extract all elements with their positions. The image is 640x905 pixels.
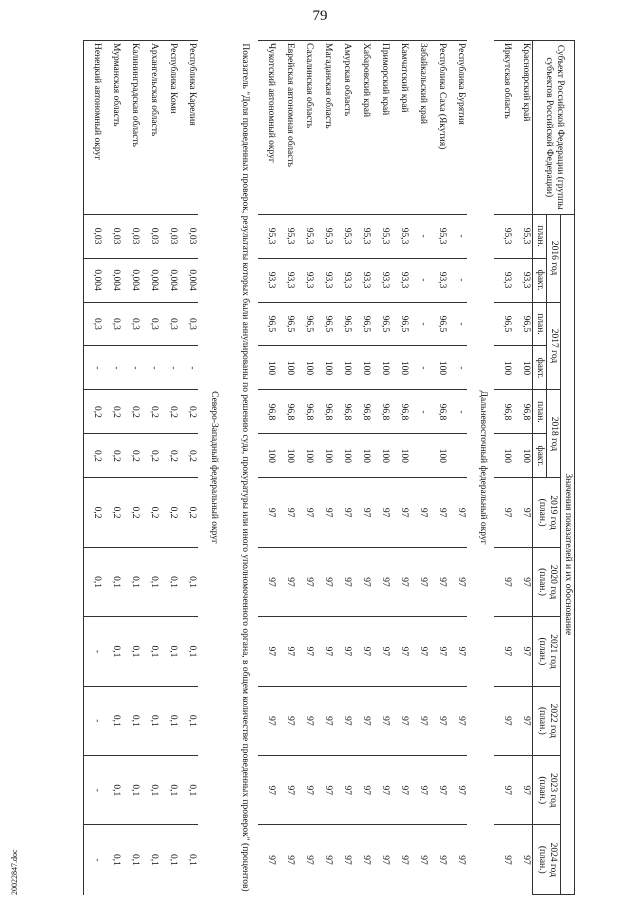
value-cell: 97 [513,617,533,686]
value-cell: 97 [296,617,315,686]
subject-cell: Забайкальский край [410,41,429,215]
value-cell: 97 [494,686,513,755]
subject-cell: Сахалинская область [296,41,315,215]
value-cell: 0,1 [141,825,160,895]
value-cell: 0,2 [160,478,179,547]
value-cell: 97 [334,825,353,895]
value-cell: 97 [448,617,467,686]
value-cell: 96,5 [391,302,410,346]
value-cell: 97 [315,756,334,825]
value-cell: 97 [277,547,296,616]
subject-cell: Республика Коми [160,41,179,215]
value-cell: 97 [372,478,391,547]
value-cell: 96,8 [391,390,410,434]
value-cell: 96,8 [277,390,296,434]
value-cell: 97 [315,617,334,686]
value-cell: 100 [296,346,315,390]
table-row [315,41,334,895]
value-cell: 97 [296,686,315,755]
value-cell: 97 [429,756,448,825]
indicators-table [83,40,575,895]
value-cell: 0,3 [103,302,122,346]
header-2022: 2022 год (план.) [533,686,561,755]
value-cell: 97 [315,686,334,755]
subject-cell: Камчатский край [391,41,410,215]
value-cell: 97 [448,478,467,547]
value-cell: 0,2 [160,390,179,434]
value-cell: 0,2 [122,390,141,434]
value-cell: 0,2 [179,390,198,434]
value-cell: - [84,617,104,686]
value-cell: 93,3 [277,258,296,302]
value-cell: 0,03 [122,214,141,258]
header-subject: Субъект Российской Федерации (группы субъектов Российской Федерации) [533,41,575,215]
value-cell: 100 [296,434,315,478]
table-row [410,41,429,895]
value-cell: - [410,390,429,434]
value-cell: 95,3 [296,214,315,258]
value-cell: 0,2 [179,434,198,478]
header-plan: план. [533,390,547,434]
subject-cell: Архангельская область [141,41,160,215]
value-cell: - [448,346,467,390]
value-cell: 97 [391,825,410,895]
value-cell: 97 [494,547,513,616]
value-cell: 97 [315,478,334,547]
value-cell: 93,3 [353,258,372,302]
value-cell: 0,1 [103,756,122,825]
value-cell: 96,5 [513,302,533,346]
value-cell: 93,3 [334,258,353,302]
value-cell: - [410,258,429,302]
value-cell: 97 [448,686,467,755]
header-2023: 2023 год (план.) [533,756,561,825]
value-cell: 97 [391,478,410,547]
value-cell: 100 [391,434,410,478]
subject-cell: Иркутская область [494,41,513,215]
value-cell: 97 [334,686,353,755]
value-cell: 0,1 [160,825,179,895]
value-cell: 100 [429,434,448,478]
value-cell: 93,3 [494,258,513,302]
value-cell: 96,8 [353,390,372,434]
value-cell: 97 [334,547,353,616]
value-cell: 100 [277,434,296,478]
value-cell: 0,004 [179,258,198,302]
table-row [258,41,277,895]
subject-cell: Магаданская область [315,41,334,215]
value-cell: 97 [391,547,410,616]
table-row [179,41,198,895]
value-cell: - [122,346,141,390]
value-cell: - [448,302,467,346]
value-cell: 0,03 [103,214,122,258]
value-cell: 95,3 [494,214,513,258]
value-cell: - [84,686,104,755]
value-cell: 97 [429,686,448,755]
value-cell: 97 [296,825,315,895]
value-cell: 0,004 [103,258,122,302]
value-cell: 96,5 [258,302,277,346]
value-cell: 97 [315,547,334,616]
value-cell: 0,2 [84,390,104,434]
value-cell: 96,8 [372,390,391,434]
value-cell: 0,1 [122,617,141,686]
value-cell: 0,1 [141,686,160,755]
value-cell: 97 [372,547,391,616]
value-cell: 96,5 [372,302,391,346]
subject-cell: Республика Карелия [179,41,198,215]
value-cell: 93,3 [258,258,277,302]
value-cell: 95,3 [353,214,372,258]
subject-cell: Чукотский автономный округ [258,41,277,215]
value-cell: 0,2 [122,478,141,547]
value-cell: 95,3 [513,214,533,258]
value-cell: 0,2 [141,390,160,434]
header-fact: факт. [533,434,547,478]
value-cell: 100 [334,434,353,478]
value-cell: 0,2 [103,390,122,434]
value-cell: 97 [258,617,277,686]
value-cell: 100 [277,346,296,390]
value-cell [410,434,429,478]
value-cell: - [448,214,467,258]
subject-cell: Республика Саха (Якутия) [429,41,448,215]
value-cell: 96,8 [315,390,334,434]
value-cell: 0,1 [103,825,122,895]
doc-footer [10,849,70,895]
value-cell: - [448,258,467,302]
value-cell: - [103,346,122,390]
value-cell: 96,5 [494,302,513,346]
value-cell: 0,03 [141,214,160,258]
header-2024: 2024 год (план.) [533,825,561,895]
table-row [372,41,391,895]
value-cell: 97 [429,547,448,616]
value-cell: 100 [513,434,533,478]
value-cell: 96,5 [353,302,372,346]
value-cell: 96,8 [429,390,448,434]
header-2021: 2021 год (план.) [533,617,561,686]
value-cell: 0,1 [122,825,141,895]
table-row [141,41,160,895]
value-cell: - [448,390,467,434]
section-title-north-west: Северо-Западный федеральный округ [209,391,220,544]
value-cell: 97 [277,478,296,547]
value-cell: 96,8 [258,390,277,434]
value-cell: 95,3 [277,214,296,258]
value-cell: 100 [258,434,277,478]
header-plan: план. [533,214,547,258]
table-row [513,41,533,895]
value-cell: 97 [429,617,448,686]
value-cell: 97 [513,686,533,755]
value-cell: 0,004 [84,258,104,302]
value-cell: 0,2 [179,478,198,547]
table-row [494,41,513,895]
value-cell: 0,1 [84,547,104,616]
value-cell: 97 [353,617,372,686]
value-cell: 100 [353,434,372,478]
value-cell: 95,3 [429,214,448,258]
header-fact: факт. [533,346,547,390]
value-cell: 100 [258,346,277,390]
table-row [429,41,448,895]
value-cell: - [84,346,104,390]
value-cell: 0,1 [179,547,198,616]
value-cell: - [410,346,429,390]
section-row [198,41,225,895]
value-cell: - [179,346,198,390]
value-cell: 0,2 [84,478,104,547]
value-cell: 97 [410,547,429,616]
value-cell: 97 [296,756,315,825]
value-cell: 100 [372,346,391,390]
value-cell: 100 [494,346,513,390]
value-cell: 97 [258,478,277,547]
value-cell: 97 [296,547,315,616]
table-row [334,41,353,895]
value-cell: 0,1 [160,617,179,686]
value-cell: 95,3 [258,214,277,258]
value-cell: 97 [513,756,533,825]
rotated-table-sheet [85,20,585,892]
value-cell: 97 [391,756,410,825]
value-cell: 93,3 [315,258,334,302]
value-cell: 95,3 [372,214,391,258]
value-cell: 96,5 [429,302,448,346]
value-cell: 97 [410,686,429,755]
value-cell: 96,8 [296,390,315,434]
header-fact: факт. [533,258,547,302]
value-cell: 97 [277,825,296,895]
value-cell: 0,1 [141,547,160,616]
value-cell: 97 [494,825,513,895]
table-row [277,41,296,895]
value-cell: 97 [353,825,372,895]
section-row [467,41,494,895]
value-cell: 100 [391,346,410,390]
value-cell: 97 [429,478,448,547]
value-cell: 100 [315,434,334,478]
value-cell: 0,1 [122,686,141,755]
value-cell: 97 [334,478,353,547]
header-2017: 2017 год [547,302,561,390]
subject-cell: Красноярский край [513,41,533,215]
value-cell: 93,3 [429,258,448,302]
value-cell: 0,2 [160,434,179,478]
value-cell: 97 [410,825,429,895]
value-cell: 0,2 [141,434,160,478]
value-cell: 93,3 [391,258,410,302]
header-2018: 2018 год [547,390,561,478]
value-cell: 0,2 [122,434,141,478]
value-cell: 0,1 [179,617,198,686]
value-cell: 97 [513,478,533,547]
subject-cell: Калининградская область [122,41,141,215]
value-cell: 0,3 [122,302,141,346]
table-row [391,41,410,895]
value-cell: 97 [448,825,467,895]
value-cell: 97 [258,756,277,825]
value-cell: 0,1 [103,617,122,686]
value-cell: 97 [296,478,315,547]
value-cell: 96,8 [334,390,353,434]
section-title-far-east: Дальневосточный федеральный округ [478,390,489,545]
value-cell: 97 [391,686,410,755]
value-cell: 97 [410,617,429,686]
value-cell: 0,03 [179,214,198,258]
subject-cell: Республика Бурятия [448,41,467,215]
value-cell: 97 [448,756,467,825]
value-cell: 97 [513,825,533,895]
value-cell: 97 [353,686,372,755]
value-cell: 0,004 [122,258,141,302]
value-cell: 97 [372,756,391,825]
subject-cell: Хабаровский край [353,41,372,215]
value-cell: 97 [372,825,391,895]
header-2016: 2016 год [547,214,561,302]
subject-cell: Приморский край [372,41,391,215]
value-cell: 0,004 [160,258,179,302]
value-cell: 93,3 [372,258,391,302]
value-cell: 97 [494,617,513,686]
value-cell: 0,2 [103,434,122,478]
value-cell: 0,1 [122,756,141,825]
table-row [353,41,372,895]
header-plan: план. [533,302,547,346]
value-cell: 0,3 [84,302,104,346]
value-cell: 97 [277,756,296,825]
value-cell: 0,1 [179,686,198,755]
table-row [296,41,315,895]
value-cell: 96,5 [315,302,334,346]
value-cell: 0,1 [179,756,198,825]
value-cell: 97 [258,825,277,895]
value-cell: 97 [372,617,391,686]
value-cell: 0,2 [84,434,104,478]
value-cell: 0,3 [141,302,160,346]
value-cell: - [160,346,179,390]
value-cell: 96,8 [494,390,513,434]
value-cell: 93,3 [513,258,533,302]
value-cell: 100 [334,346,353,390]
value-cell: 97 [277,617,296,686]
value-cell: 97 [372,686,391,755]
value-cell: 96,5 [334,302,353,346]
value-cell: 97 [391,617,410,686]
value-cell: 95,3 [334,214,353,258]
value-cell: 100 [494,434,513,478]
value-cell: 0,1 [160,686,179,755]
header-2020: 2020 год (план.) [533,547,561,616]
table-body [84,41,533,895]
subject-cell: Еврейская автономная область [277,41,296,215]
value-cell: 0,3 [179,302,198,346]
value-cell: 0,1 [179,825,198,895]
value-cell: - [84,825,104,895]
table-row [122,41,141,895]
value-cell: 0,2 [141,478,160,547]
value-cell: 0,1 [141,617,160,686]
value-cell: 95,3 [391,214,410,258]
value-cell: 0,03 [84,214,104,258]
table-row [448,41,467,895]
value-cell: 97 [410,756,429,825]
indicator-note: Показатель "Доля проведенных проверок, результаты которых были аннулированы по решению суда, прокуратуры или иного уполномоченного органа, в общем количестве проведенных проверок" (процентов) [240,43,251,892]
value-cell: 0,1 [141,756,160,825]
value-cell: 95,3 [315,214,334,258]
value-cell: 100 [513,346,533,390]
value-cell: 97 [315,825,334,895]
value-cell: 96,5 [296,302,315,346]
value-cell: 0,1 [160,547,179,616]
header-values-title: Значения показателей и их обоснование [561,214,575,894]
value-cell: 97 [258,686,277,755]
value-cell: 0,3 [160,302,179,346]
value-cell: 0,1 [103,547,122,616]
value-cell: 97 [513,547,533,616]
value-cell: 97 [494,478,513,547]
table-row [84,41,104,895]
value-cell: 97 [494,756,513,825]
value-cell: 100 [353,346,372,390]
value-cell: 0,1 [122,547,141,616]
table-row [160,41,179,895]
value-cell: - [141,346,160,390]
subject-cell: Ненецкий автономный округ [84,41,104,215]
value-cell: 97 [334,756,353,825]
value-cell: 97 [353,478,372,547]
value-cell: 97 [334,617,353,686]
value-cell: 96,8 [513,390,533,434]
value-cell: 0,2 [103,478,122,547]
table-row [103,41,122,895]
value-cell: 100 [315,346,334,390]
doc-filename: 20022847.doc [10,849,19,895]
value-cell: 93,3 [296,258,315,302]
value-cell: 0,03 [160,214,179,258]
value-cell: 96,5 [277,302,296,346]
value-cell: - [410,214,429,258]
value-cell: 97 [410,478,429,547]
value-cell: 97 [258,547,277,616]
page-number: 79 [312,8,328,24]
value-cell: 100 [372,434,391,478]
subject-cell: Мурманская область [103,41,122,215]
value-cell: 0,004 [141,258,160,302]
value-cell: 0,1 [160,756,179,825]
value-cell: 0,1 [103,686,122,755]
value-cell: 100 [429,346,448,390]
value-cell: 97 [277,686,296,755]
value-cell: 97 [353,756,372,825]
value-cell: 97 [448,547,467,616]
header-2019: 2019 год (план.) [533,478,561,547]
note-row [225,41,258,895]
subject-cell: Амурская область [334,41,353,215]
value-cell: - [410,302,429,346]
value-cell: 97 [429,825,448,895]
value-cell: 97 [353,547,372,616]
value-cell: - [84,756,104,825]
value-cell [448,434,467,478]
